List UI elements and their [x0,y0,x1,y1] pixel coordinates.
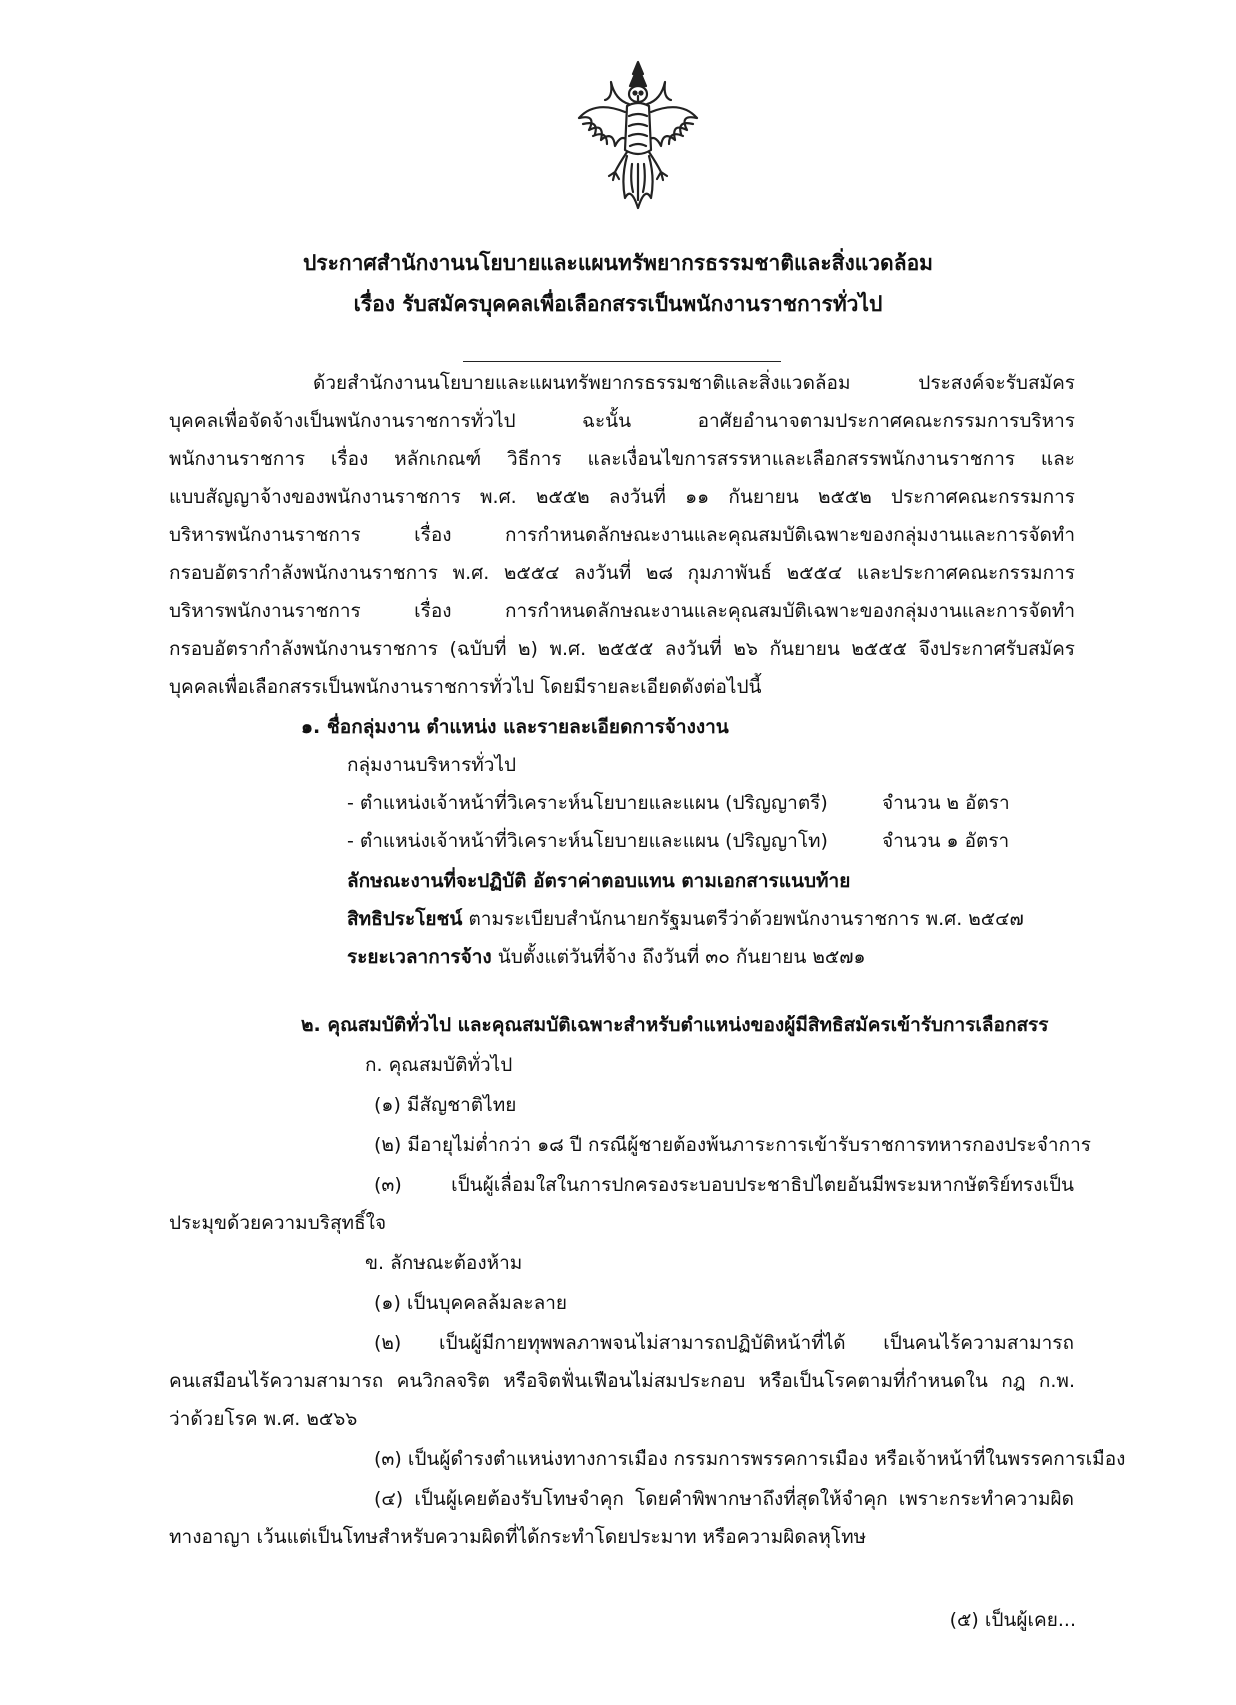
intro-line: พนักงานราชการ เรื่อง หลักเกณฑ์ วิธีการ และเงื่อนไขการสรรหาและเลือกสรรพนักงานราชการ และ [169,448,1075,470]
benefits-text: ตามระเบียบสำนักนายกรัฐมนตรีว่าด้วยพนักงานราชการ พ.ศ. ๒๕๔๗ [468,908,1024,930]
general-item-continued: ประมุขด้วยความบริสุทธิ์ใจ [169,1212,387,1234]
intro-line: บุคคลเพื่อจัดจ้างเป็นพนักงานราชการทั่วไป ฉะนั้น อาศัยอำนาจตามประกาศคณะกรรมการบริหาร [169,410,1075,432]
period-label: ระยะเวลาการจ้าง [347,946,492,968]
intro-line: กรอบอัตรากำลังพนักงานราชการ พ.ศ. ๒๕๕๔ ลงวันที่ ๒๘ กุมภาพันธ์ ๒๕๕๔ และประกาศคณะกรรมการ [169,562,1075,584]
page-title: ประกาศสำนักงานนโยบายและแผนทรัพยากรธรรมชาติและสิ่งแวดล้อม [302,251,934,275]
position-count: จำนวน ๒ อัตรา [882,792,1010,814]
prohibited-item-continued: ทางอาญา เว้นแต่เป็นโทษสำหรับความผิดที่ได้กระทำโดยประมาท หรือความผิดลหุโทษ [169,1526,867,1548]
intro-line: บริหารพนักงานราชการ เรื่อง การกำหนดลักษณะงานและคุณสมบัติเฉพาะของกลุ่มงานและการจัดทำ [169,524,1075,546]
prohibited-item-continued: ว่าด้วยโรค พ.ศ. ๒๕๖๖ [169,1408,358,1430]
intro-line: บุคคลเพื่อเลือกสรรเป็นพนักงานราชการทั่วไป โดยมีรายละเอียดดังต่อไปนี้ [169,676,762,698]
intro-line: แบบสัญญาจ้างของพนักงานราชการ พ.ศ. ๒๕๕๒ ลงวันที่ ๑๑ กันยายน ๒๕๕๒ ประกาศคณะกรรมการ [169,486,1075,508]
period-line [347,942,866,972]
prohibited-item-continued: คนเสมือนไร้ความสามารถ คนวิกลจริต หรือจิตฟั่นเฟือนไม่สมประกอบ หรือเป็นโรคตามที่กำหนดใน กฎ ก.พ. [169,1370,1075,1392]
prohibited-item: (๑) เป็นบุคคลล้มละลาย [374,1292,568,1314]
duties-line: ลักษณะงานที่จะปฏิบัติ อัตราค่าตอบแทน ตามเอกสารแนบท้าย [347,870,851,892]
page-continuation: (๕) เป็นผู้เคย... [949,1609,1076,1631]
benefits-label: สิทธิประโยชน์ [347,908,463,930]
intro-line: กรอบอัตรากำลังพนักงานราชการ (ฉบับที่ ๒) พ.ศ. ๒๕๕๕ ลงวันที่ ๒๖ กันยายน ๒๕๕๕ จึงประกาศรับสมัคร [169,638,1075,660]
position-count: จำนวน ๑ อัตรา [882,830,1010,852]
general-item: (๒) มีอายุไม่ต่ำกว่า ๑๘ ปี กรณีผู้ชายต้องพ้นภาระการเข้ารับราชการทหารกองประจำการ [374,1134,1091,1156]
prohibited-heading: ข. ลักษณะต้องห้าม [365,1252,523,1274]
general-item: (๑) มีสัญชาติไทย [374,1094,517,1116]
position-group: กลุ่มงานบริหารทั่วไป [347,754,517,776]
garuda-emblem-icon [575,60,701,210]
prohibited-item: (๔) เป็นผู้เคยต้องรับโทษจำคุก โดยคำพิพากษาถึงที่สุดให้จำคุก เพราะกระทำความผิด [374,1488,1074,1510]
position-title: - ตำแหน่งเจ้าหน้าที่วิเคราะห์นโยบายและแผน (ปริญญาโท) [347,830,828,852]
position-title: - ตำแหน่งเจ้าหน้าที่วิเคราะห์นโยบายและแผน (ปริญญาตรี) [347,792,828,814]
general-item: (๓) เป็นผู้เลื่อมใสในการปกครองระบอบประชาธิปไตยอันมีพระมหากษัตริย์ทรงเป็น [374,1174,1074,1196]
section-1-heading: ๑. ชื่อกลุ่มงาน ตำแหน่ง และรายละเอียดการจ้างงาน [301,716,729,738]
intro-line: บริหารพนักงานราชการ เรื่อง การกำหนดลักษณะงานและคุณสมบัติเฉพาะของกลุ่มงานและการจัดทำ [169,600,1075,622]
general-heading: ก. คุณสมบัติทั่วไป [365,1054,513,1076]
benefits-line [347,904,1024,934]
page-subject: เรื่อง รับสมัครบุคคลเพื่อเลือกสรรเป็นพนักงานราชการทั่วไป [353,292,883,316]
period-text: นับตั้งแต่วันที่จ้าง ถึงวันที่ ๓๐ กันยายน ๒๕๗๑ [497,946,866,968]
section-2-heading: ๒. คุณสมบัติทั่วไป และคุณสมบัติเฉพาะสำหรับตำแหน่งของผู้มีสิทธิสมัครเข้ารับการเลือกสรร [301,1014,1049,1036]
prohibited-item: (๒) เป็นผู้มีกายทุพพลภาพจนไม่สามารถปฏิบัติหน้าที่ได้ เป็นคนไร้ความสามารถ [374,1332,1074,1354]
prohibited-item: (๓) เป็นผู้ดำรงตำแหน่งทางการเมือง กรรมการพรรคการเมือง หรือเจ้าหน้าที่ในพรรคการเมือง [374,1448,1126,1470]
title-divider [463,361,781,362]
intro-line: ด้วยสำนักงานนโยบายและแผนทรัพยากรธรรมชาติและสิ่งแวดล้อม ประสงค์จะรับสมัคร [313,372,1075,394]
